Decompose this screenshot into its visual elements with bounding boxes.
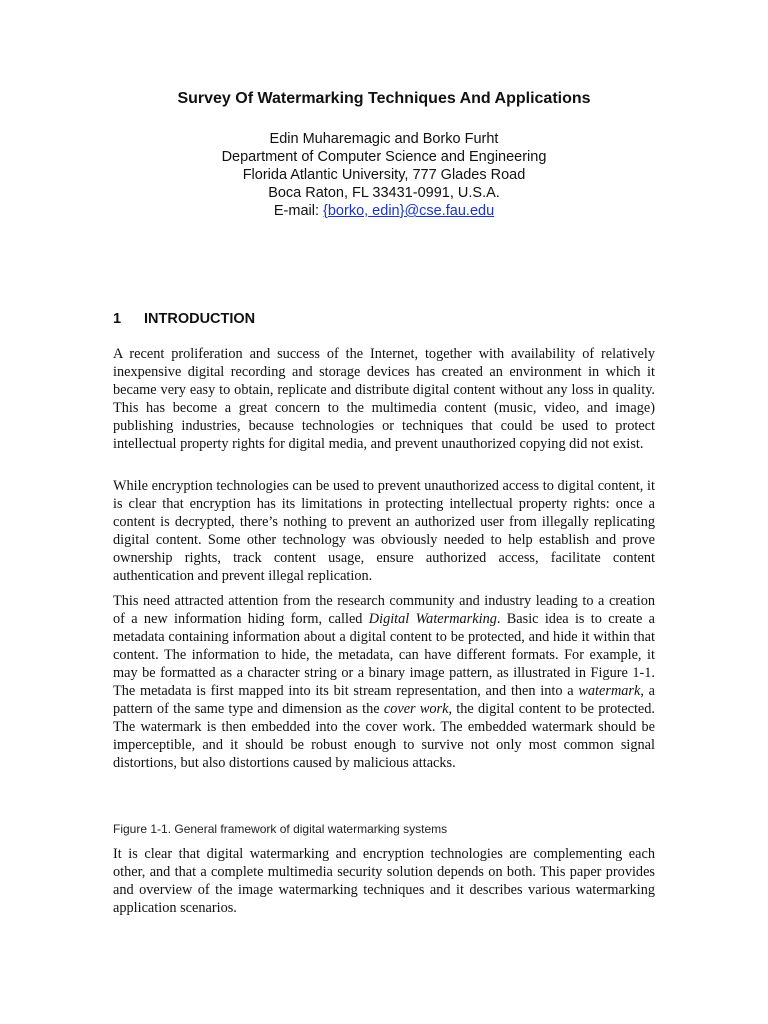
term-cover-work: cover work: [383, 701, 449, 717]
figure-caption: Figure 1-1. General framework of digital watermarking systems: [113, 822, 448, 836]
term-watermark: watermark: [578, 683, 641, 699]
paragraph-1: A recent proliferation and success of the Internet, together with availability of relatively inexpensive digital recording and storage devices has created an environment in which it became very easy to obtain, replicate and distribute digital content without any loss in quality. This has become a great concern to the multimedia content (music, video, and image) publishing industries, because technologies or techniques that could be used to protect intellectual property rights for digital media, and prevent unauthorized copying did not exist.: [113, 346, 655, 452]
section-number: 1: [113, 311, 122, 327]
section-heading: [113, 311, 255, 327]
email-link[interactable]: {borko, edin}@cse.fau.edu: [323, 203, 495, 219]
author-names: Edin Muharemagic and Borko Furht: [269, 131, 499, 147]
author-department: Department of Computer Science and Engineering: [221, 149, 547, 165]
paragraph-4: It is clear that digital watermarking and encryption technologies are complementing each other, and that a complete multimedia security solution depends on both. This paper provides and overview of the image watermarking techniques and it describes various watermarking application scenarios.: [113, 846, 655, 916]
author-block: [0, 130, 768, 220]
email-label: E-mail:: [273, 203, 324, 219]
paper-title: Survey Of Watermarking Techniques And Applications: [177, 90, 591, 107]
paragraph-3-text-b: . Basic idea is to create a metadata containing information about a digital content to be protected, and hide it within that content. The information to hide, the metadata, can have different formats. For example, it may be formatted as a character string or a binary image pattern, as illustrated in Figure 1-1. The metadata is first mapped into its bit stream representation, and then into a: [113, 611, 655, 699]
author-email: [0, 202, 768, 220]
paragraph-3-text-d: , the digital content to be protected. The watermark is then embedded into the cover work. The embedded watermark should be imperceptible, and it should be robust enough to survive not only most common signal distortions, but also distortions caused by malicious attacks.: [113, 701, 655, 771]
paragraph-3-text-a: This need attracted attention from the research community and industry leading to a creation of a new information hiding form, called: [113, 593, 655, 627]
author-city: Boca Raton, FL 33431-0991, U.S.A.: [268, 185, 500, 201]
paragraph-2: While encryption technologies can be used to prevent unauthorized access to digital content, it is clear that encryption has its limitations in protecting intellectual property rights: once a content is decrypted, there’s nothing to prevent an authorized user from illegally replicating digital content. Some other technology was obviously needed to help establish and prove ownership rights, track content usage, ensure authorized access, facilitate content authentication and prevent illegal replication.: [113, 478, 655, 584]
paragraph-3-text-c: , a pattern of the same type and dimension as the: [113, 683, 655, 717]
author-university: Florida Atlantic University, 777 Glades Road: [242, 167, 526, 183]
paragraph-3: [113, 592, 655, 772]
term-digital-watermarking: Digital Watermarking: [368, 611, 497, 627]
section-title: INTRODUCTION: [144, 311, 256, 327]
